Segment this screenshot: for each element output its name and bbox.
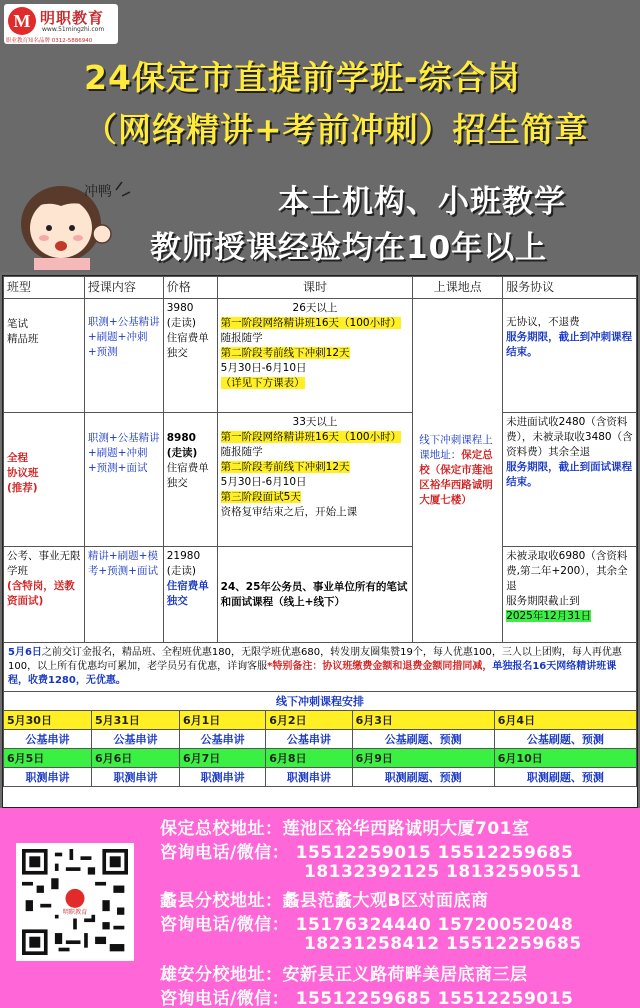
row1-hours-total: 26天以上 <box>292 302 338 314</box>
row2-stage1: 第一阶段网络精讲班16天（100小时） <box>220 431 402 443</box>
qr-label: 明职教育 <box>62 909 88 917</box>
header-hours: 课时 <box>217 277 413 299</box>
location-cell <box>413 299 503 643</box>
row2-price-note: 住宿费单独交 <box>166 462 209 489</box>
row2-price-amount: 8980 <box>166 432 196 444</box>
row2-price-mode: (走读) <box>166 447 198 459</box>
header-content: 授课内容 <box>84 277 163 299</box>
schedule-course: 公基刷题、预测 <box>352 730 494 749</box>
schedule-dates-row-1 <box>4 711 637 730</box>
row2-price <box>163 413 217 547</box>
row2-service-a: 未进面试收2480（含资料费），未被录取收3480（含资料费）其余全退 <box>506 416 633 458</box>
row1-hours <box>217 299 413 413</box>
notice-online: 单独报名16天网络精讲班课程，收费1280，无优惠。 <box>8 661 617 686</box>
table-row <box>4 299 637 413</box>
row1-price-mode: (走读) <box>166 317 196 329</box>
qr-code[interactable] <box>16 843 134 961</box>
contact-footer <box>0 808 640 1008</box>
row2-hours <box>217 413 413 547</box>
row2-service-b: 服务期限，截止到面试课程结束。 <box>506 461 633 488</box>
row1-service-a: 无协议，不退费 <box>506 316 580 328</box>
xa-address: 雄安分校地址：安新县正义路荷畔美居底商三层 <box>160 965 528 985</box>
row2-type-b: 协议班 <box>7 467 39 479</box>
row1-note: （详见下方课表） <box>220 377 305 389</box>
header-price: 价格 <box>163 277 217 299</box>
logo-mark-icon: M <box>8 7 36 35</box>
schedule-course: 职测串讲 <box>91 768 179 787</box>
schedule-dates-row-2 <box>4 749 637 768</box>
row2-type <box>4 413 85 547</box>
schedule-course: 公基串讲 <box>91 730 179 749</box>
row1-dates: 5月30日-6月10日 <box>220 362 307 374</box>
row1-service-b: 服务期限，截止到冲刺课程结束。 <box>506 331 633 358</box>
row3-service-a: 未被录取收6980（含资料费,第二年+200），其余全退 <box>506 550 628 592</box>
row2-content: 职测+公基精讲+刷题+冲刺+预测+面试 <box>84 413 163 547</box>
schedule-date: 6月4日 <box>494 711 636 730</box>
schedule-date: 6月9日 <box>352 749 494 768</box>
schedule-date: 6月8日 <box>266 749 352 768</box>
row1-content: 职测+公基精讲+刷题+冲刺+预测 <box>84 299 163 413</box>
headline-subtitle: （网络精讲+考前冲刺）招生简章 <box>84 110 589 149</box>
schedule-date: 6月5日 <box>4 749 92 768</box>
cartoon-girl-icon <box>6 162 148 270</box>
row3-type-b: (含特岗，送教资面试) <box>7 580 75 607</box>
row3-service-c: 2025年12月31日 <box>506 610 592 622</box>
bd-phone-2: 18132392125 18132590551 <box>304 862 582 882</box>
bd-address: 保定总校地址：莲池区裕华西路诚明大厦701室 <box>160 819 530 839</box>
table-header-row <box>4 277 637 299</box>
bd-phone: 咨询电话/微信： 15512259015 15512259685 <box>160 843 574 863</box>
schedule-date: 6月7日 <box>179 749 265 768</box>
bubble-text: 冲鸭 <box>84 184 112 200</box>
row2-dates: 5月30日-6月10日 <box>220 476 307 488</box>
lx-phone-2: 18231258412 15512259685 <box>304 934 582 954</box>
lx-address: 蠡县分校地址：蠡县范蠡大观B区对面底商 <box>160 891 489 911</box>
schedule-course: 职测串讲 <box>266 768 352 787</box>
logo-url: www.51mingzhi.com <box>42 26 105 33</box>
schedule-date: 6月10日 <box>494 749 636 768</box>
schedule-courses-row-2 <box>4 768 637 787</box>
row2-type-a: 全程 <box>7 452 28 464</box>
row3-price <box>163 547 217 643</box>
logo-slogan: 职业教育知名品牌 0312-5886940 <box>6 38 93 44</box>
header-type: 班型 <box>4 277 85 299</box>
schedule-course: 公基串讲 <box>266 730 352 749</box>
row3-service <box>503 547 637 643</box>
row3-price-mode: (走读) <box>166 565 196 577</box>
row2-type-c: (推荐) <box>7 482 38 494</box>
discount-notice <box>3 643 637 691</box>
logo-name: 明职教育 <box>40 9 105 27</box>
row2-service <box>503 413 637 547</box>
schedule-courses-row-1 <box>4 730 637 749</box>
row1-stage1: 第一阶段网络精讲班16天（100小时） <box>220 317 402 329</box>
lx-phone: 咨询电话/微信： 15176324440 15720052048 <box>160 915 574 935</box>
row3-price-amount: 21980 <box>166 550 201 562</box>
row3-service-b: 服务期限截止到 <box>506 595 580 607</box>
row1-type: 笔试 精品班 <box>4 299 85 413</box>
row1-price-amount: 3980 <box>166 302 194 314</box>
schedule-course: 公基串讲 <box>179 730 265 749</box>
notice-special: *特别备注：协议班缴费金额和退费金额同措同减， <box>267 661 493 672</box>
row2-hours-total: 33天以上 <box>292 416 338 428</box>
row1-service <box>503 299 637 413</box>
table-row <box>4 547 637 643</box>
schedule-course: 职测刷题、预测 <box>494 768 636 787</box>
tagline-2: 教师授课经验均在10年以上 <box>150 230 548 266</box>
schedule-table <box>3 691 637 787</box>
header-service: 服务协议 <box>503 277 637 299</box>
schedule-course: 公基刷题、预测 <box>494 730 636 749</box>
tagline-1: 本土机构、小班教学 <box>278 184 566 220</box>
row1-price <box>163 299 217 413</box>
row3-type <box>4 547 85 643</box>
course-table <box>3 276 637 643</box>
header-location: 上课地点 <box>413 277 503 299</box>
headline-title: 24保定市直提前学班-综合岗 <box>84 58 521 97</box>
header-banner <box>0 0 640 272</box>
location-label: 线下冲刺课程上课地址： <box>419 434 493 461</box>
schedule-date: 6月1日 <box>179 711 265 730</box>
xa-phone: 咨询电话/微信： 15512259685 15512259015 <box>160 989 574 1008</box>
schedule-title: 线下冲刺课程安排 <box>4 692 637 711</box>
row1-stage2: 第二阶段考前线下冲刺12天 <box>220 347 350 359</box>
schedule-course: 职测串讲 <box>4 768 92 787</box>
row2-stage3-tail: 资格复审结束之后，开始上课 <box>220 506 358 518</box>
row3-content: 精讲+刷题+模考+预测+面试 <box>84 547 163 643</box>
notice-body: 之前交订金报名，精品班、全程班优惠180，无限学班优惠680，转发朋友圈集赞19个，每人优惠100，三人以上团购，每人再优惠100，以上所有优惠均可累加，老学员另有优惠，详询客服 <box>8 647 622 672</box>
row2-stage1-tail: 随报随学 <box>220 446 263 458</box>
row3-hours: 24、25年公务员、事业单位所有的笔试和面试课程（线上+线下） <box>217 547 413 643</box>
schedule-date: 5月30日 <box>4 711 92 730</box>
course-table-panel <box>2 275 638 808</box>
qr-code-icon <box>22 849 128 955</box>
schedule-date: 6月3日 <box>352 711 494 730</box>
table-row <box>4 413 637 547</box>
notice-date: 5月6日 <box>8 647 42 658</box>
row3-type-a: 公考、事业无限学班 <box>7 550 81 577</box>
row3-price-note: 住宿费单独交 <box>166 580 209 607</box>
schedule-course: 公基串讲 <box>4 730 92 749</box>
row1-stage1-tail: 随报随学 <box>220 332 263 344</box>
schedule-date: 5月31日 <box>91 711 179 730</box>
row2-stage3: 第三阶段面试5天 <box>220 491 301 503</box>
location-address: 保定总校（保定市莲池区裕华西路诚明大厦七楼） <box>419 449 493 506</box>
row1-price-note: 住宿费单独交 <box>166 332 209 359</box>
schedule-course: 职测串讲 <box>179 768 265 787</box>
schedule-date: 6月6日 <box>91 749 179 768</box>
logo[interactable] <box>4 4 118 44</box>
row2-stage2: 第二阶段考前线下冲刺12天 <box>220 461 350 473</box>
schedule-date: 6月2日 <box>266 711 352 730</box>
schedule-course: 职测刷题、预测 <box>352 768 494 787</box>
